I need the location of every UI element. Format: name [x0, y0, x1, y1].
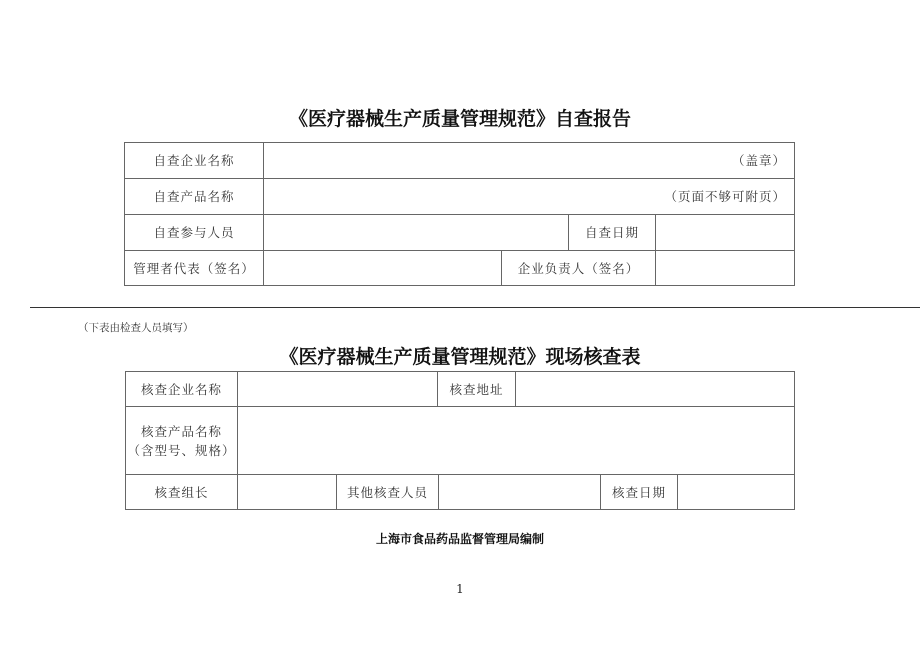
participants-field[interactable]: [263, 214, 569, 251]
insp-others-field[interactable]: [438, 474, 601, 510]
date-field[interactable]: [655, 214, 795, 251]
product-label: 自查产品名称: [124, 178, 264, 215]
insp-product-label-line2: （含型号、规格）: [127, 442, 236, 458]
page-number: 1: [456, 582, 464, 596]
insp-address-label: 核查地址: [437, 371, 516, 407]
company-label: 自查企业名称: [124, 142, 264, 179]
insp-address-field[interactable]: [515, 371, 795, 407]
insp-company-label: 核查企业名称: [125, 371, 238, 407]
company-hint: （盖章）: [731, 153, 786, 168]
inspection-title: 《医疗器械生产质量管理规范》现场核查表: [279, 346, 641, 368]
insp-date-field[interactable]: [677, 474, 795, 510]
report-title: 《医疗器械生产质量管理规范》自查报告: [288, 108, 631, 130]
company-field[interactable]: [263, 142, 795, 179]
manager-label: 管理者代表（签名）: [124, 250, 264, 286]
product-hint: （页面不够可附页）: [664, 189, 786, 204]
insp-others-label: 其他核查人员: [336, 474, 439, 510]
date-label: 自查日期: [568, 214, 656, 251]
participants-label: 自查参与人员: [124, 214, 264, 251]
responsible-label: 企业负责人（签名）: [501, 250, 656, 286]
divider: [30, 307, 920, 308]
insp-company-field[interactable]: [237, 371, 438, 407]
insp-product-label-line1: 核查产品名称: [140, 423, 222, 439]
inspector-note: （下表由检查人员填写）: [78, 322, 194, 334]
responsible-field[interactable]: [655, 250, 795, 286]
insp-product-field[interactable]: [237, 406, 795, 475]
insp-leader-label: 核查组长: [125, 474, 238, 510]
insp-product-label: [125, 406, 238, 475]
footer-issuer: 上海市食品药品监督管理局编制: [375, 532, 544, 546]
insp-leader-field[interactable]: [237, 474, 337, 510]
insp-date-label: 核查日期: [600, 474, 678, 510]
manager-field[interactable]: [263, 250, 502, 286]
product-field[interactable]: [263, 178, 795, 215]
